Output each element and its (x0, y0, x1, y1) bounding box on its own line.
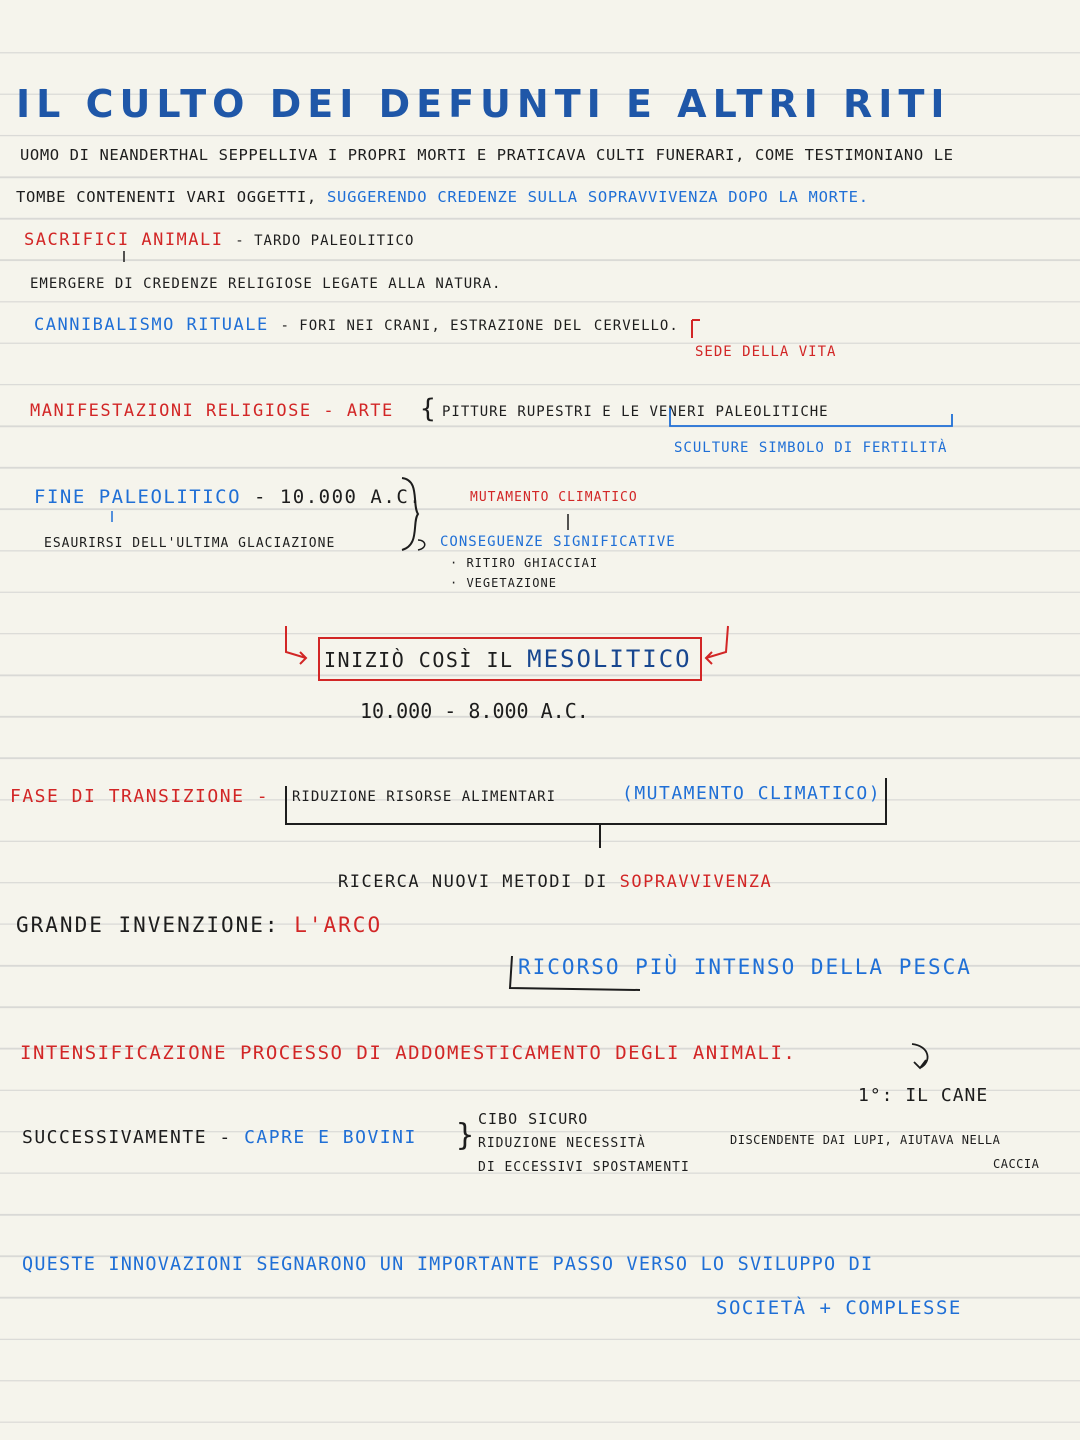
mesolitico-intro: INIZIÒ COSÌ IL (324, 648, 514, 672)
veneri-note: SCULTURE SIMBOLO DI FERTILITÀ (674, 440, 948, 456)
transizione-label: FASE DI TRANSIZIONE - (10, 786, 270, 807)
sacrifici-label: SACRIFICI ANIMALI (24, 230, 224, 250)
intro-line-1: UOMO DI NEANDERTHAL SEPPELLIVA I PROPRI MORTI E PRATICAVA CULTI FUNERARI, COME TESTIMONIANO LE (20, 146, 954, 164)
invenzione-row (16, 913, 382, 937)
addomesticamento-text: INTENSIFICAZIONE PROCESSO DI ADDOMESTICAMENTO DEGLI ANIMALI. (20, 1042, 797, 1064)
manifestazioni-items (442, 404, 829, 420)
pitture-rupestri: PITTURE RUPESTRI (442, 404, 593, 420)
transizione-result: RICERCA NUOVI METODI DI (338, 872, 608, 892)
cane-arrow (912, 1044, 928, 1068)
cannibalismo-label: CANNIBALISMO RITUALE (34, 315, 269, 335)
conclusione-line-2: SOCIETÀ + COMPLESSE (716, 1297, 962, 1319)
consequence-item-2: · VEGETAZIONE (450, 576, 557, 590)
benefit-2: RIDUZIONE NECESSITÀ (478, 1136, 646, 1151)
manifestazioni-brace: { (420, 394, 438, 424)
consequences-label: CONSEGUENZE SIGNIFICATIVE (440, 534, 676, 550)
cannibalismo-note: SEDE DELLA VITA (695, 344, 837, 360)
cannibalismo-desc: - FORI NEI CRANI, ESTRAZIONE DEL (280, 318, 583, 334)
cannibalismo-word: CERVELLO. (593, 318, 679, 334)
glaciation-hook (418, 540, 425, 550)
intro-line-2-part-b: SUGGERENDO CREDENZE SULLA SOPRAVVIVENZA DOPO LA MORTE. (327, 188, 869, 206)
transizione-paren: (MUTAMENTO CLIMATICO) (622, 783, 882, 804)
successivamente-row (22, 1127, 417, 1148)
manifestazioni-conj: E (602, 404, 612, 420)
invenzione-label: GRANDE INVENZIONE: (16, 913, 280, 937)
page-title: IL CULTO DEI DEFUNTI E ALTRI RITI (16, 82, 951, 126)
mesolitico-dates: 10.000 - 8.000 A.C. (360, 699, 589, 723)
first-animal: 1°: IL CANE (858, 1085, 989, 1106)
mesolitico-word: MESOLITICO (527, 645, 692, 673)
transizione-result-row (338, 872, 772, 892)
fine-paleolitico-date: - 10.000 A.C. (253, 486, 423, 508)
cervello-bracket (692, 320, 700, 338)
cannibalismo-row (34, 315, 679, 335)
successivamente-value: CAPRE E BOVINI (244, 1127, 417, 1148)
veneri-paleolitiche: LE VENERI PALEOLITICHE (621, 404, 829, 420)
consequence-item-1: · RITIRO GHIACCIAI (450, 556, 599, 570)
intro-line-2 (16, 188, 869, 206)
benefit-3: DI ECCESSIVI SPOSTAMENTI (478, 1160, 690, 1175)
dog-note: DISCENDENTE DAI LUPI, AIUTAVA NELLA (730, 1133, 1001, 1147)
conclusione-line-1: QUESTE INNOVAZIONI SEGNARONO UN IMPORTANTE PASSO VERSO LO SVILUPPO DI (22, 1254, 874, 1275)
mesolitico-arrow-right (706, 626, 728, 664)
cause-label: MUTAMENTO CLIMATICO (470, 490, 638, 505)
sacrifici-period: - TARDO PALEOLITICO (235, 233, 415, 249)
invenzione-value: L'ARCO (294, 913, 383, 937)
pesca-text: RICORSO PIÙ INTENSO DELLA PESCA (518, 955, 972, 979)
benefits-brace: } (456, 1118, 476, 1153)
mesolitico-arrow-left (286, 626, 306, 664)
successivamente-label: SUCCESSIVAMENTE - (22, 1127, 232, 1148)
benefit-1: CIBO SICURO (478, 1110, 589, 1128)
fine-paleolitico-label: FINE PALEOLITICO (34, 486, 242, 508)
sacrifici-row (24, 230, 414, 250)
manifestazioni-label: MANIFESTAZIONI RELIGIOSE - ARTE (30, 401, 394, 421)
transizione-result-word: SOPRAVVIVENZA (619, 872, 773, 892)
intro-line-2-part-a: TOMBE CONTENENTI VARI OGGETTI, (16, 188, 317, 206)
dog-note-2: CACCIA (993, 1157, 1040, 1171)
mesolitico-box (318, 637, 702, 681)
fine-paleolitico-row (34, 486, 422, 508)
transizione-text: RIDUZIONE RISORSE ALIMENTARI (292, 789, 557, 805)
sacrifici-subtext: EMERGERE DI CREDENZE RELIGIOSE LEGATE ALLA NATURA. (30, 276, 502, 292)
fine-paleolitico-sub: ESAURIRSI DELL'ULTIMA GLACIAZIONE (44, 536, 336, 551)
